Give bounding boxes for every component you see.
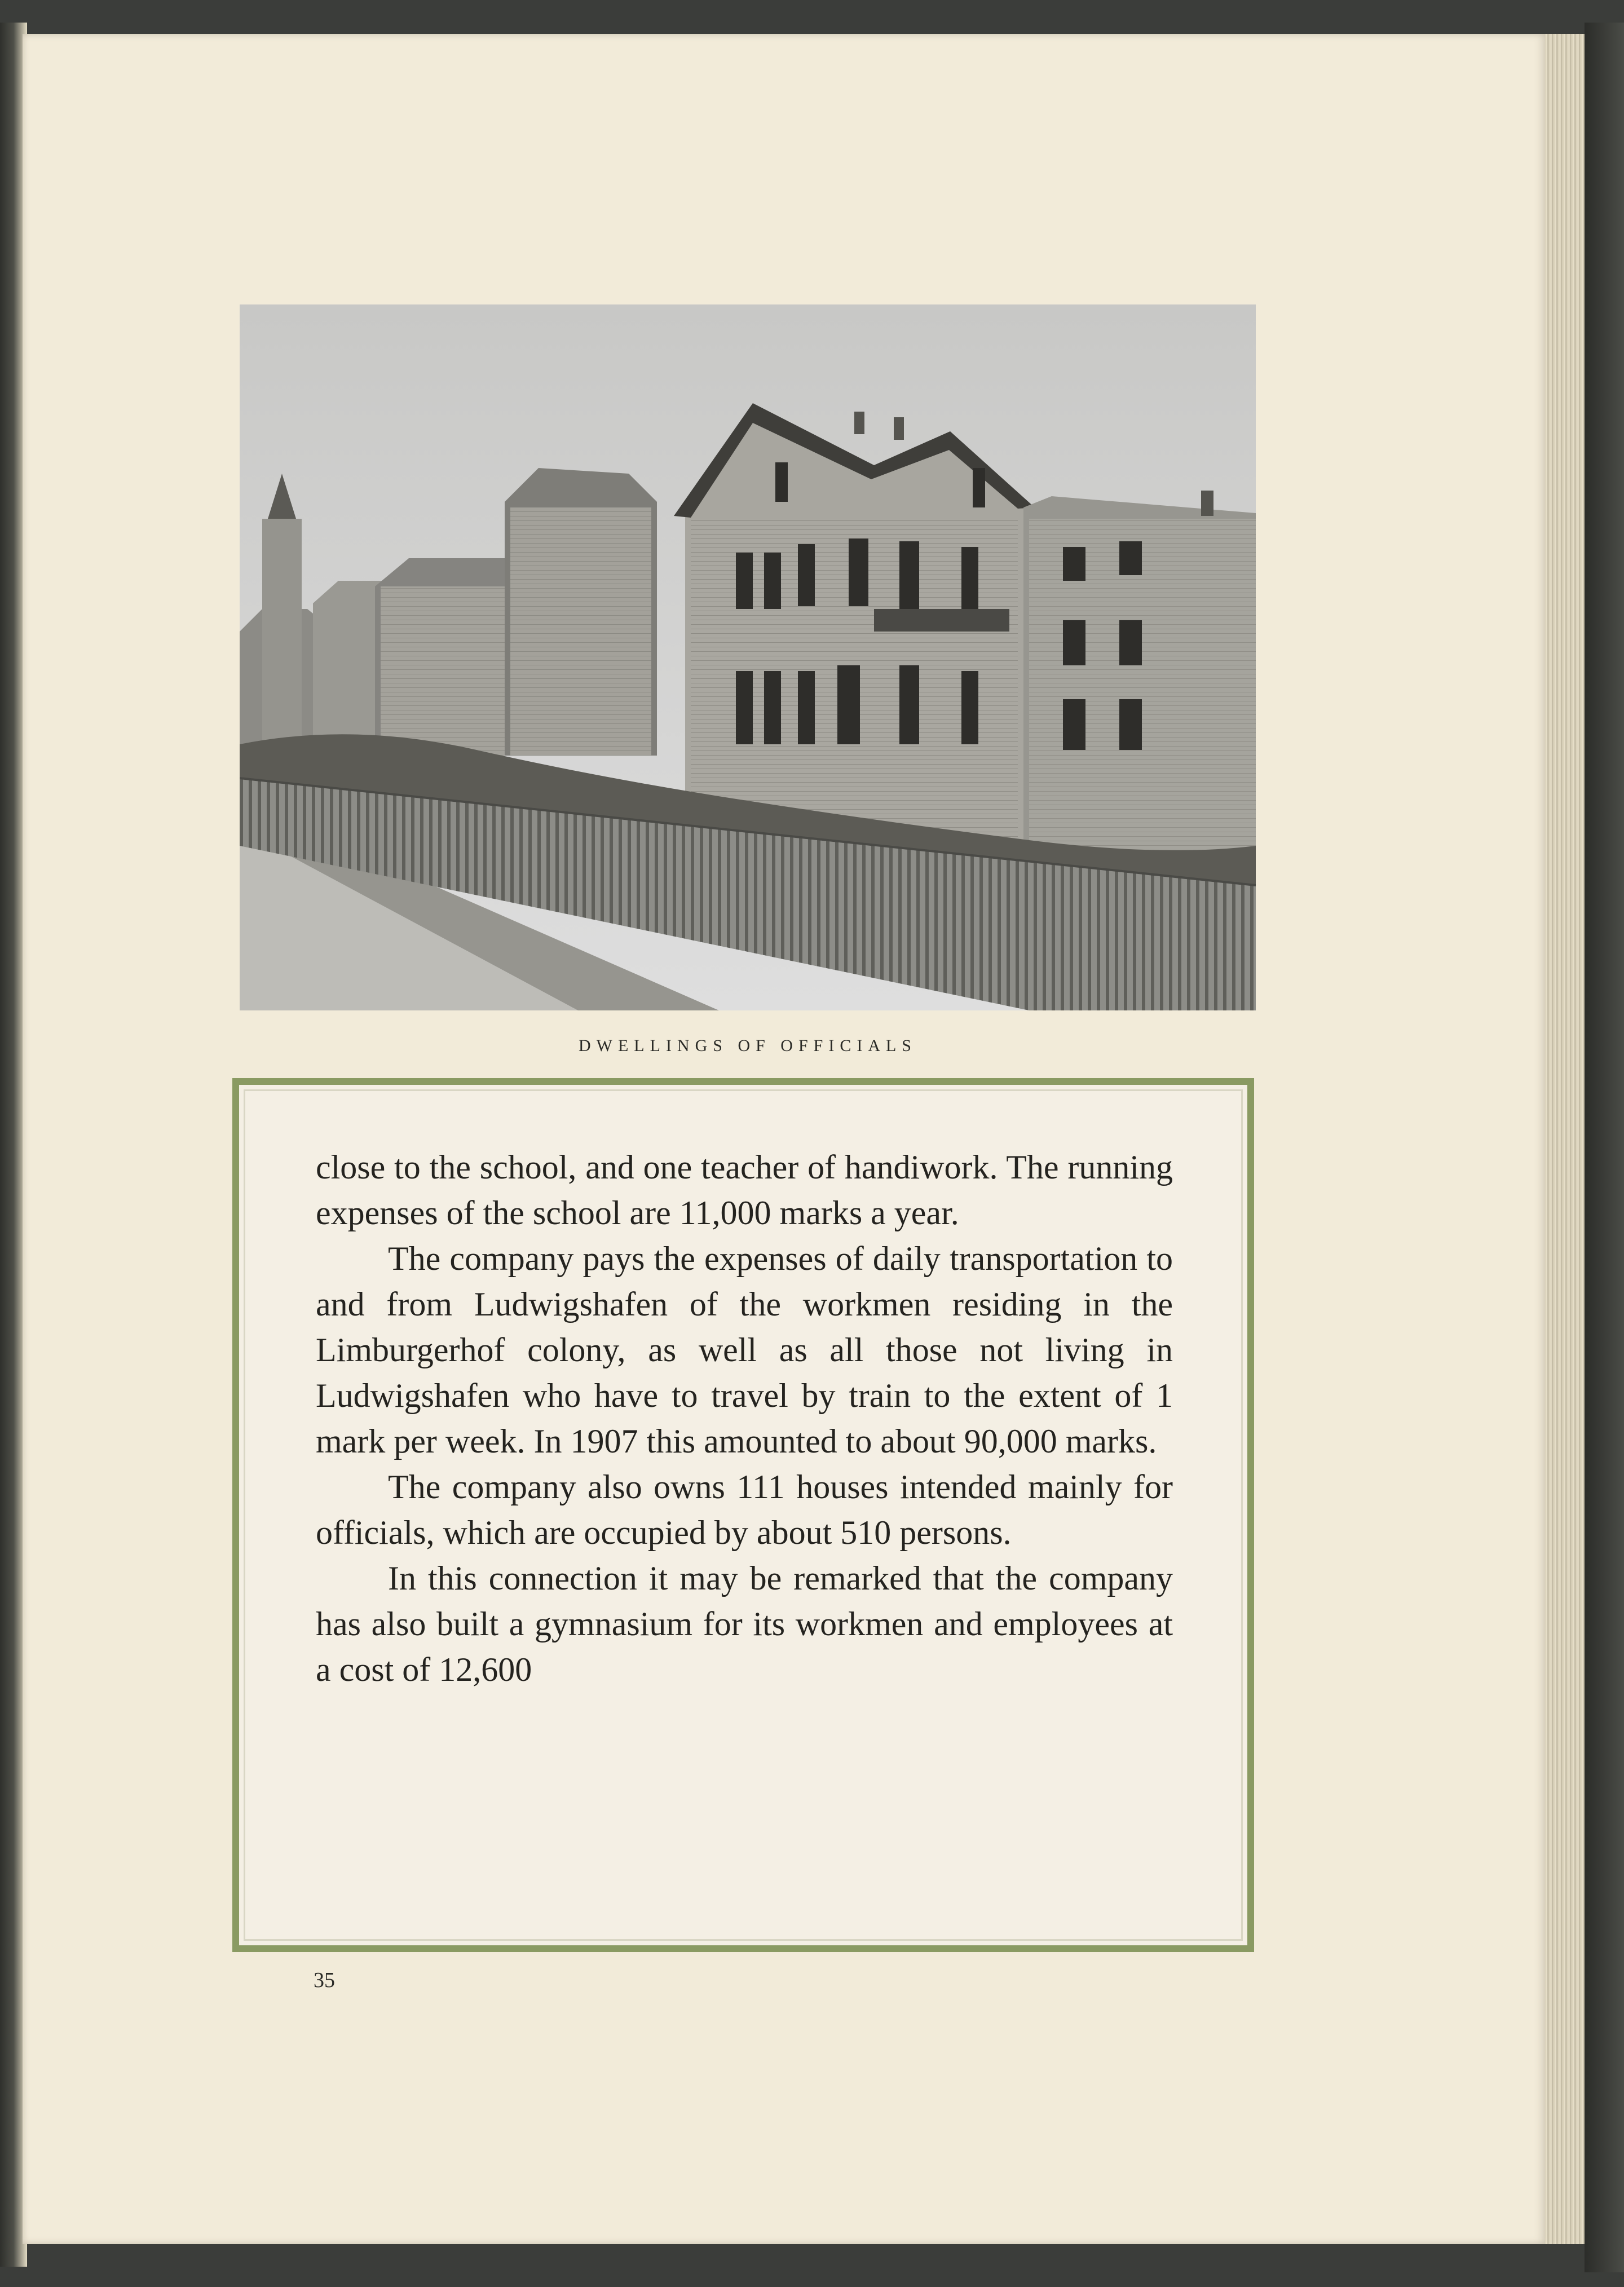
dwellings-photograph	[240, 304, 1256, 1010]
page-number: 35	[314, 1968, 335, 1992]
paragraph: In this connection it may be remarked that the company has also built a gymnasium for its workmen and employees at a cost of 12,600	[316, 1560, 1173, 1688]
paragraph: close to the school, and one teacher of handiwork. The running expenses of the school are 11,000 marks a year.	[316, 1149, 1173, 1231]
book-cover-edge	[1585, 23, 1624, 2272]
page-stack-edge	[1545, 34, 1585, 2244]
figure-caption: DWELLINGS OF OFFICIALS	[578, 1036, 917, 1055]
paragraph: The company pays the expenses of daily transportation to and from Ludwigshafen of the workmen residing in the Limburgerhof colony, as well as all those not living in Ludwigshafen who have to travel by train to the extent of 1 mark per week. In 1907 this amounted to about 90,000 marks.	[316, 1240, 1173, 1460]
body-text	[316, 1145, 1173, 1693]
paragraph: The company also owns 111 houses intended mainly for officials, which are occupied by about 510 persons.	[316, 1468, 1173, 1551]
